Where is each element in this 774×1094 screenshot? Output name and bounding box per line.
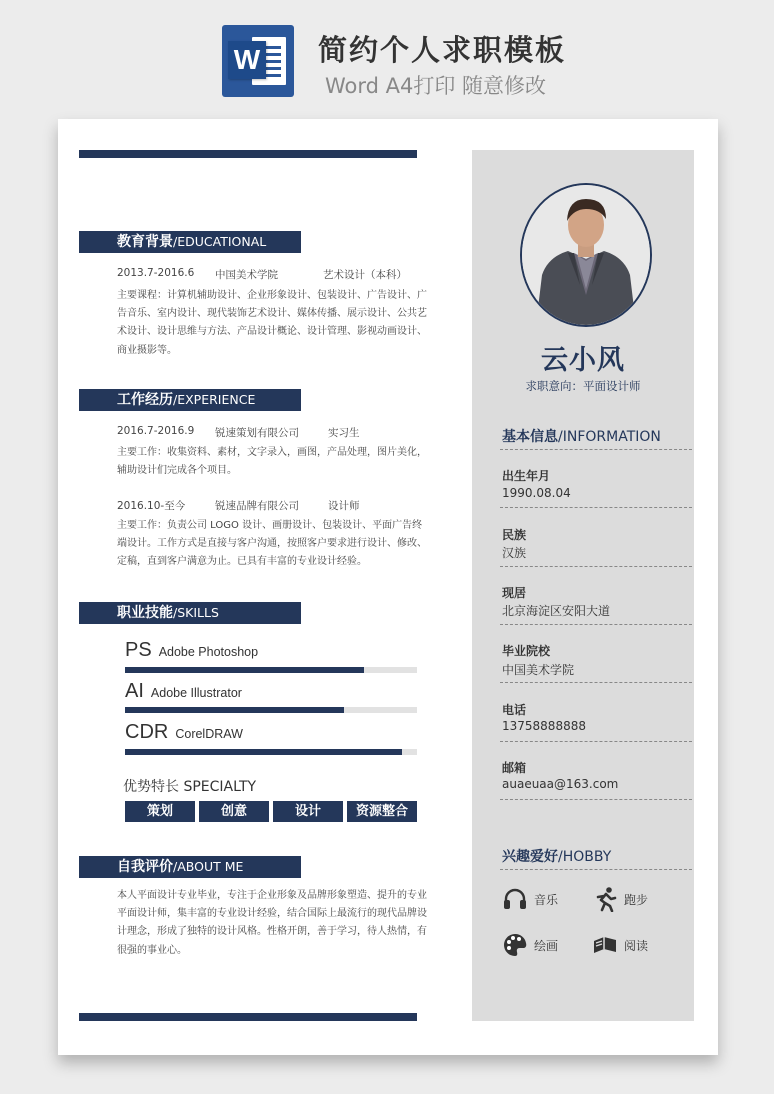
experience-2-desc: 主要工作：负责公司 LOGO 设计、画册设计、包装设计、平面广告终端设计。工作方式是直接与客户沟通，按照客户要求进行设计、修改、定稿，直到客户满意为止。已具有丰富的专业设计经验。 xyxy=(117,520,427,568)
experience-1-company: 锐速策划有限公司 xyxy=(215,427,299,439)
experience-2-role: 设计师 xyxy=(328,500,360,512)
hobby-music-label: 音乐 xyxy=(534,893,559,907)
banner-title: 简约个人求职模板 xyxy=(318,33,567,67)
skill-cdr-label: CDR CorelDRAW xyxy=(125,721,243,743)
education-heading: 教育背景/EDUCATIONAL xyxy=(79,231,301,253)
info-email-value: auaeuaa@163.com xyxy=(502,777,619,791)
basic-info-heading: 基本信息/INFORMATION xyxy=(502,429,661,445)
divider xyxy=(500,566,692,567)
self-eval-heading: 自我评价/ABOUT ME xyxy=(79,856,301,878)
skill-ps-fill xyxy=(125,667,364,673)
skill-cdr-bar xyxy=(125,749,417,755)
hobby-running xyxy=(592,886,672,912)
profile-name: 云小风 xyxy=(541,345,625,376)
divider xyxy=(500,449,692,450)
skills-heading: 职业技能/SKILLS xyxy=(79,602,301,624)
self-eval-text: 本人平面设计专业毕业，专注于企业形象及品牌形象塑造、提升的专业平面设计师，集丰富的专业设计经验，结合国际上最流行的现代品牌设计理念，形成了独特的设计风格。性格开朗，善于学习，待人热情，有很强的事业心。 xyxy=(117,890,427,956)
info-phone-label: 电话 xyxy=(502,703,527,717)
experience-1-period: 2016.7-2016.9 xyxy=(117,425,195,437)
specialty-tag-design: 设计 xyxy=(273,801,343,822)
experience-2-company: 锐速品牌有限公司 xyxy=(215,500,299,512)
job-intent: 求职意向：平面设计师 xyxy=(525,379,641,393)
divider xyxy=(500,507,692,508)
divider xyxy=(500,741,692,742)
info-residence-value: 北京海淀区安阳大道 xyxy=(502,604,611,618)
skill-ai-fill xyxy=(125,707,344,713)
palette-icon xyxy=(502,932,528,958)
bottom-divider xyxy=(79,1013,417,1021)
experience-1-desc: 主要工作：收集资料、素材，文字录入，画图，产品处理，图片美化，辅助设计们完成各个项目。 xyxy=(117,447,427,477)
sidebar xyxy=(472,150,694,1021)
info-ethnicity-label: 民族 xyxy=(502,528,527,542)
skill-ps-label: PS Adobe Photoshop xyxy=(125,639,259,661)
skill-ps-bar xyxy=(125,667,417,673)
profile-photo xyxy=(520,183,652,327)
hobby-reading xyxy=(592,932,672,958)
hobby-heading: 兴趣爱好/HOBBY xyxy=(502,849,612,865)
education-school: 中国美术学院 xyxy=(215,269,278,281)
education-courses: 主要课程：计算机辅助设计、企业形象设计、包装设计、广告设计、广告音乐、室内设计、现代装饰艺术设计、媒体传播、展示设计、公共艺术设计、设计思维与方法、产品设计概论、设计管理、影视动画设计、商业摄影等。 xyxy=(117,290,427,356)
education-period: 2013.7-2016.6 xyxy=(117,267,195,279)
hobby-reading-label: 阅读 xyxy=(624,939,649,953)
divider xyxy=(500,682,692,683)
running-icon xyxy=(592,886,618,912)
banner-subtitle: Word A4打印 随意修改 xyxy=(325,74,547,98)
top-divider xyxy=(79,150,417,158)
resume-page xyxy=(58,119,718,1055)
info-phone-value: 13758888888 xyxy=(502,719,586,733)
skill-ai-label: AI Adobe Illustrator xyxy=(125,680,242,702)
info-ethnicity-value: 汉族 xyxy=(502,546,527,560)
specialty-tag-resources: 资源整合 xyxy=(347,801,417,822)
divider xyxy=(500,624,692,625)
specialty-tag-creative: 创意 xyxy=(199,801,269,822)
experience-heading: 工作经历/EXPERIENCE xyxy=(79,389,301,411)
hobby-painting xyxy=(502,932,582,958)
info-school-label: 毕业院校 xyxy=(502,644,551,658)
info-school-value: 中国美术学院 xyxy=(502,663,575,677)
book-icon xyxy=(592,932,618,958)
headphones-icon xyxy=(502,886,528,912)
hobby-painting-label: 绘画 xyxy=(534,939,559,953)
skill-ai-bar xyxy=(125,707,417,713)
info-birth-value: 1990.08.04 xyxy=(502,486,571,500)
specialty-title: 优势特长 SPECIALTY xyxy=(123,779,257,795)
skill-cdr-fill xyxy=(125,749,402,755)
info-email-label: 邮箱 xyxy=(502,761,527,775)
banner xyxy=(0,0,774,110)
divider xyxy=(500,799,692,800)
info-residence-label: 现居 xyxy=(502,586,527,600)
word-logo-letter: W xyxy=(228,41,266,79)
word-logo-icon xyxy=(222,25,294,97)
divider xyxy=(500,869,692,870)
info-birth-label: 出生年月 xyxy=(502,469,551,483)
specialty-tag-planning: 策划 xyxy=(125,801,195,822)
experience-1-role: 实习生 xyxy=(328,427,360,439)
experience-2-period: 2016.10-至今 xyxy=(117,500,186,512)
hobby-running-label: 跑步 xyxy=(624,893,649,907)
education-major: 艺术设计（本科） xyxy=(323,269,407,281)
hobby-music xyxy=(502,886,582,912)
